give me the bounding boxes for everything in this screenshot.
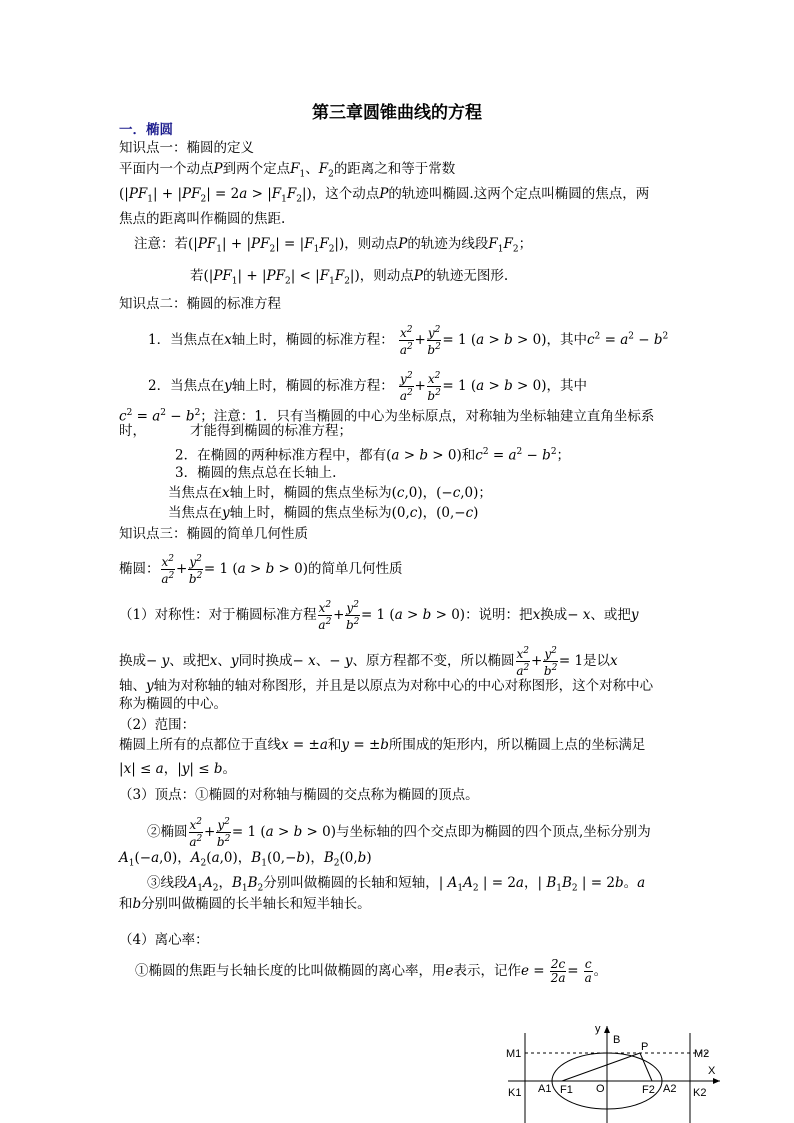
label-a2: A2 xyxy=(663,1083,677,1095)
kp2-item1: 1．当焦点在x轴上时，椭圆的标准方程： $\frac{x^2}{a^2}$ + $\frac{y^2}{b^2}$ = 1 (a > b > 0)，其中$c^2 = a^2 - b^2$ xyxy=(148,325,669,357)
kp1-line1: 平面内一个动点P到两个定点$F_1$、$F_2$的距离之和等于常数 xyxy=(119,161,456,180)
label-o: O xyxy=(596,1083,605,1095)
label-k1: K1 xyxy=(508,1087,522,1099)
y-axis-arrow xyxy=(604,1026,610,1033)
kp1-line2: $(|PF_1| + |PF_2| = 2a > |F_1F_2|)$，这个动点P的轨迹叫椭圆.这两个定点叫椭圆的焦点，两 xyxy=(119,186,650,205)
kp3-vertex-coords: $A_1(-a,0)$，$A_2(a,0)$，$B_1(0,-b)$，$B_2(0,b)$ xyxy=(119,850,372,869)
label-p: P xyxy=(641,1041,649,1053)
label-f2: F2 xyxy=(642,1084,655,1096)
kp1-line3: 焦点的距离叫作椭圆的焦距. xyxy=(119,211,286,227)
label-a1: A1 xyxy=(538,1083,552,1095)
label-f1: F1 xyxy=(560,1084,573,1096)
segment-pf2 xyxy=(640,1053,652,1081)
kp3-sym2: 换成− y、或把x、y同时换成− x、− y、原方程都不变，所以椭圆 $\frac{x^2}{a^2}$ + $\frac{y^2}{b^2}$ = 1是以x xyxy=(119,646,618,678)
label-m2: M2 xyxy=(694,1048,710,1060)
kp3-heading: 知识点三：椭圆的简单几何性质 xyxy=(119,526,308,542)
segment-pf1 xyxy=(562,1053,640,1081)
kp2-heading: 知识点二：椭圆的标准方程 xyxy=(119,296,281,312)
label-k2: K2 xyxy=(693,1087,707,1099)
kp3-sym1: （1）对称性：对于椭圆标准方程 $\frac{x^2}{a^2}$ + $\frac{y^2}{b^2}$ = 1 (a > b > 0)：说明：把x换成− x、或把y xyxy=(119,600,639,632)
kp3-ecc-heading: （4）离心率： xyxy=(119,932,209,948)
kp3-sym3: 轴、y轴为对称轴的轴对称图形，并且是以原点为对称中心的中心对称图形，这个对称中心 xyxy=(119,678,654,694)
x-axis-arrow xyxy=(713,1078,720,1084)
label-x: X xyxy=(708,1065,716,1077)
label-y: y xyxy=(595,1023,601,1035)
kp1-note2: 若$(|PF_1| + |PF_2| < |F_1F_2|)$，则动点P的轨迹无图形. xyxy=(190,268,509,287)
kp2-note2: 时， 才能得到椭圆的标准方程； xyxy=(119,423,352,439)
kp3-ecc-text: ①椭圆的焦距与长轴长度的比叫做椭圆的离心率，用e表示，记作e = $\frac{2c}{2a}$ = $\frac{c}{a}$ 。 xyxy=(135,957,608,985)
kp2-note4: 3．椭圆的焦点总在长轴上. xyxy=(175,465,337,481)
kp3-sym4: 称为椭圆的中心。 xyxy=(119,696,227,712)
kp1-heading: 知识点一：椭圆的定义 xyxy=(119,140,254,156)
kp3-range-ineq: |x| ≤ a，|y| ≤ b。 xyxy=(119,761,237,777)
page-title: 第三章圆锥曲线的方程 xyxy=(312,103,482,123)
kp2-item2: 2．当焦点在y轴上时，椭圆的标准方程： $\frac{y^2}{a^2}$ + $\frac{x^2}{b^2}$ = 1 (a > b > 0)，其中 xyxy=(148,371,587,403)
ellipse-figure xyxy=(500,1018,740,1123)
kp3-vertex-text: ②椭圆 $\frac{x^2}{a^2}$ + $\frac{y^2}{b^2}$ = 1 (a > b > 0)与坐标轴的四个交点即为椭圆的四个顶点,坐标分别为 xyxy=(147,817,651,849)
kp2-note5: 当焦点在x轴上时，椭圆的焦点坐标为(c,0)，(−c,0)； xyxy=(168,485,492,501)
kp3-axes-text: ③线段$A_1A_2$，$B_1B_2$分别叫做椭圆的长轴和短轴，| $A_1A_2$ | = 2a，| $B_1B_2$ | = 2b。a xyxy=(147,875,646,894)
kp2-note3: 2．在椭圆的两种标准方程中，都有(a > b > 0)和$c^2 = a^2 - b^2$； xyxy=(175,447,571,464)
kp3-range-text: 椭圆上所有的点都位于直线x = ±a和y = ±b所围成的矩形内，所以椭圆上点的坐标满足 xyxy=(119,737,646,753)
kp3-line1: 椭圆： $\frac{x^2}{a^2}$ + $\frac{y^2}{b^2}$ = 1 (a > b > 0)的简单几何性质 xyxy=(119,554,403,586)
section-heading-ellipse: 一．椭圆 xyxy=(119,122,173,138)
label-b: B xyxy=(613,1034,621,1046)
kp3-vertex-heading: （3）顶点：①椭圆的对称轴与椭圆的交点称为椭圆的顶点。 xyxy=(119,787,479,803)
label-m1: M1 xyxy=(506,1048,522,1060)
kp2-note6: 当焦点在y轴上时，椭圆的焦点坐标为(0,c)，(0,−c) xyxy=(168,505,479,521)
kp3-axes-text2: 和b分别叫做椭圆的长半轴长和短半轴长。 xyxy=(119,896,371,912)
kp2-note1: $c^2 = a^2 - b^2$；注意：1．只有当椭圆的中心为坐标原点，对称轴为坐标轴建立直角坐标系 xyxy=(119,408,655,425)
kp1-note1: 注意：若$(|PF_1| + |PF_2| = |F_1F_2|)$，则动点P的轨迹为线段$F_1F_2$； xyxy=(134,236,533,255)
kp3-range-heading: （2）范围： xyxy=(119,717,196,733)
